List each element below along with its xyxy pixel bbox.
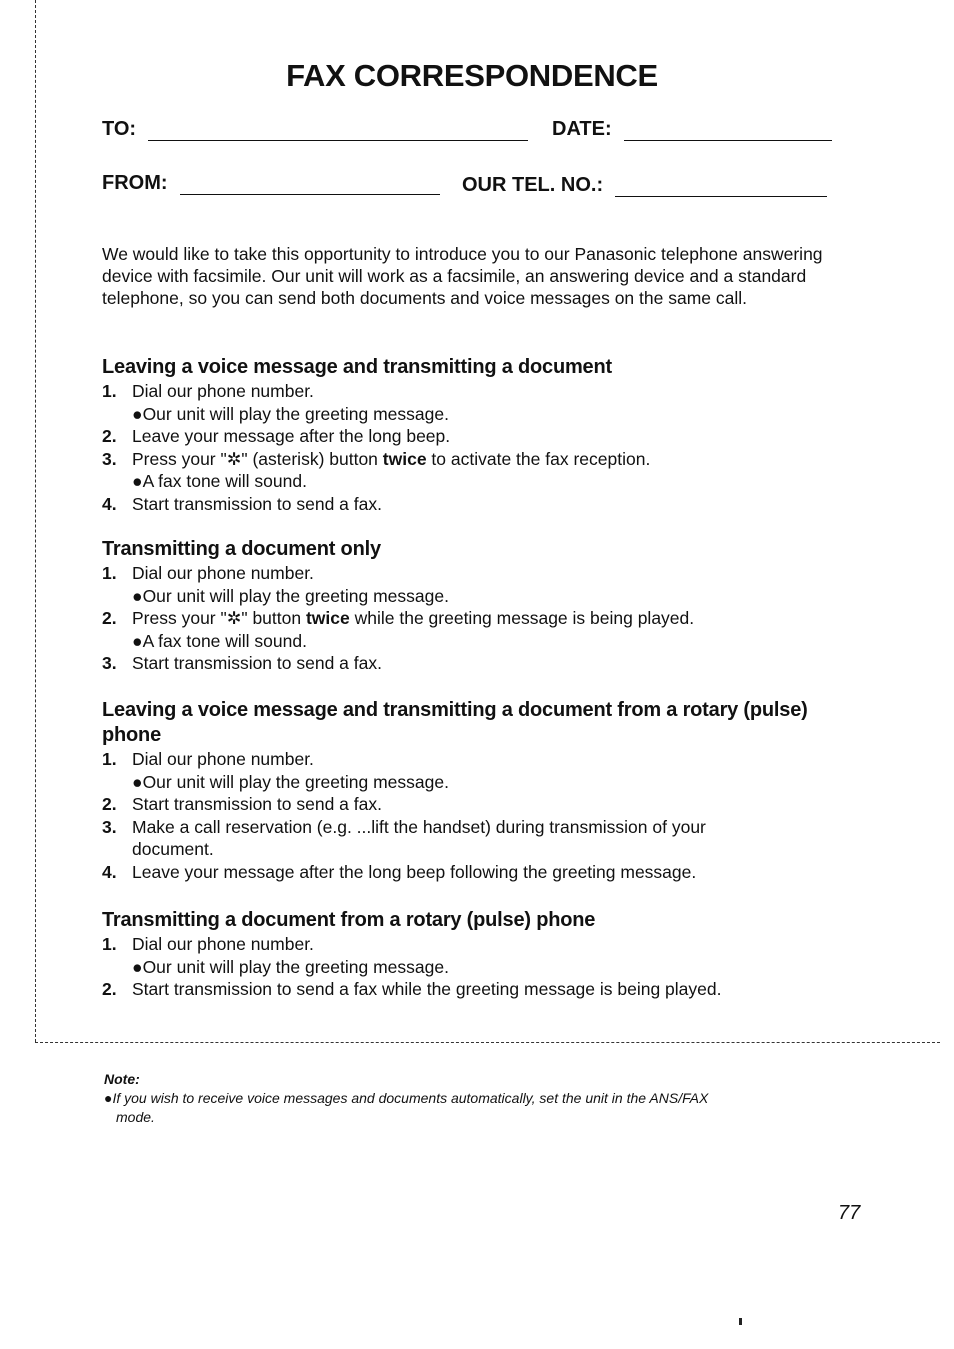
step-emphasis: twice [382,448,427,469]
step-number: 1. [102,381,117,401]
step-subnote: ●Our unit will play the greeting message. [132,771,449,792]
list-item [102,748,822,793]
note-block [104,1070,824,1127]
list-item [102,562,832,607]
step-number: 3. [102,816,117,837]
intro-paragraph: We would like to take this opportunity to introduce you to our Panasonic telephone answering device with facsimile. Our unit will work as a facsimile, an answering device and a standard telephone, so you can send both documents and voice messages on the same call. [102,244,823,308]
step-number: 2. [102,426,117,446]
step-text: Start transmission to send a fax. [132,493,382,514]
note-label: Note: [104,1071,140,1087]
list-item [102,861,822,884]
step-text: Press your "✲" (asterisk) button [132,448,383,469]
step-emphasis: twice [305,608,350,628]
section-rotary-document [102,908,832,1001]
step-subnote: ●Our unit will play the greeting message. [132,403,449,424]
list-item [102,816,822,861]
to-blank-line [148,122,528,141]
step-number: 2. [102,608,117,628]
from-field [102,172,440,195]
step-subnote: ●A fax tone will sound. [132,471,307,491]
section-document-only [102,537,832,675]
list-item [102,380,832,425]
section-heading: Transmitting a document only [102,538,381,560]
date-label: DATE: [552,118,612,140]
step-text: to activate the fax reception. [426,448,651,469]
list-item [102,493,832,516]
step-number: 2. [102,794,117,814]
to-field [102,118,528,141]
step-number: 3. [102,448,117,469]
step-number: 3. [102,653,117,673]
section-heading: Transmitting a document from a rotary (pulse) phone [102,909,596,931]
step-text: Leave your message after the long beep following the greeting message. [132,861,697,882]
note-bullet: ● [104,1090,113,1106]
step-text: while the greeting message is being played. [349,608,695,628]
note-text [104,1090,708,1106]
note-line-2: mode. [116,1109,155,1125]
cut-line-vertical [35,0,36,1042]
step-list [102,562,832,675]
list-item [102,448,832,493]
step-text: Start transmission to send a fax while the greeting message is being played. [132,979,722,999]
step-text: Start transmission to send a fax. [132,794,382,814]
step-text: Start transmission to send a fax. [132,653,382,673]
step-number: 1. [102,934,117,954]
list-item [102,933,832,978]
cut-line-horizontal [35,1042,940,1043]
step-list [102,748,822,883]
step-text: Leave your message after the long beep. [132,426,451,446]
step-list [102,933,832,1001]
from-label: FROM: [102,172,168,194]
step-number: 4. [102,861,117,882]
page-number: 77 [838,1202,861,1224]
tel-label: OUR TEL. NO.: [462,174,604,196]
step-text: Make a call reservation (e.g. ...lift the handset) during transmission of your document. [132,816,706,859]
date-field [552,118,832,141]
step-number: 4. [102,493,117,514]
tel-blank-line [615,178,827,197]
step-subnote: ●A fax tone will sound. [132,630,307,651]
list-item [102,793,822,816]
page-title: FAX CORRESPONDENCE [286,58,658,93]
step-text: Dial our phone number. [132,749,314,769]
section-heading: Leaving a voice message and transmitting a document from a rotary (pulse) phone [102,699,808,746]
section-voice-and-document [102,355,832,515]
scan-mark [739,1318,742,1325]
step-list [102,380,832,515]
step-text: Dial our phone number. [132,563,314,583]
step-number: 1. [102,563,117,583]
section-rotary-voice-and-document [102,698,822,883]
list-item [102,978,832,1001]
date-blank-line [624,122,832,141]
step-subnote: ●Our unit will play the greeting message. [132,956,449,977]
step-number: 1. [102,749,117,769]
list-item [102,652,832,675]
step-text: Dial our phone number. [132,934,314,954]
step-text: Dial our phone number. [132,381,314,401]
from-blank-line [180,176,440,195]
tel-field [462,174,827,197]
step-number: 2. [102,979,117,999]
section-heading: Leaving a voice message and transmitting a document [102,356,612,378]
list-item [102,607,832,652]
step-text: Press your "✲" button [132,608,306,628]
to-label: TO: [102,118,137,140]
step-subnote: ●Our unit will play the greeting message. [132,585,449,606]
note-line-1: If you wish to receive voice messages and documents automatically, set the unit in the ANS/FAX [112,1090,709,1106]
list-item [102,425,832,448]
